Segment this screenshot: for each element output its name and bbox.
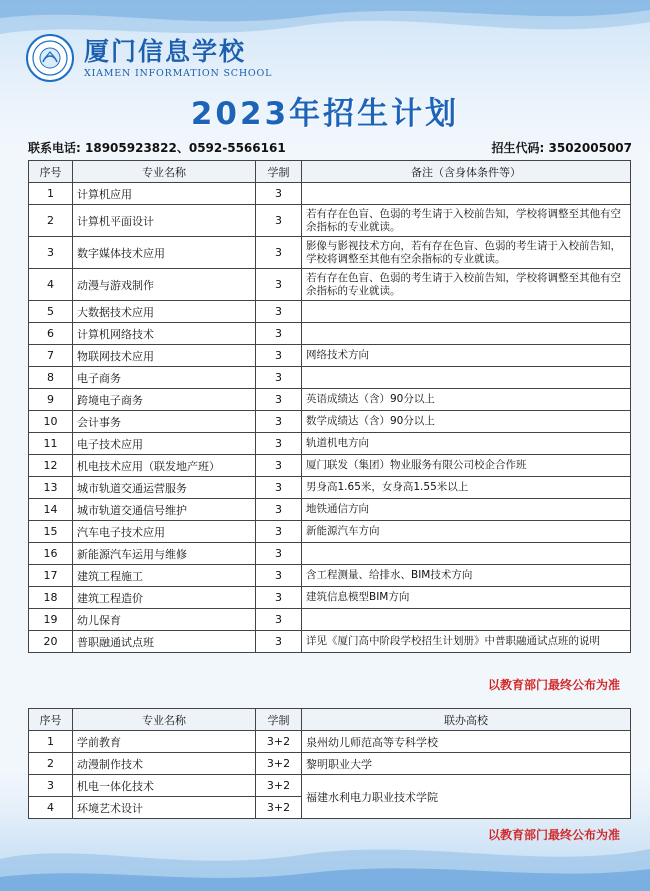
row-years: 3+2 <box>256 753 302 775</box>
row-years: 3 <box>256 367 302 389</box>
row-no: 1 <box>29 183 73 205</box>
row-note: 地铁通信方向 <box>302 499 631 521</box>
table-row <box>29 205 631 237</box>
table-row <box>29 775 631 797</box>
row-major: 数字媒体技术应用 <box>73 237 256 269</box>
row-note <box>302 301 631 323</box>
row-note <box>302 323 631 345</box>
row-no: 19 <box>29 609 73 631</box>
code-label: 招生代码: <box>491 141 545 155</box>
row-years: 3 <box>256 301 302 323</box>
row-no: 14 <box>29 499 73 521</box>
header-years: 学制 <box>256 709 302 731</box>
table-row <box>29 587 631 609</box>
row-note: 含工程测量、给排水、BIM技术方向 <box>302 565 631 587</box>
row-major: 动漫制作技术 <box>73 753 256 775</box>
row-no: 3 <box>29 237 73 269</box>
table-row <box>29 477 631 499</box>
phone-info <box>28 139 286 157</box>
row-note: 英语成绩达（含）90分以上 <box>302 389 631 411</box>
row-years: 3 <box>256 543 302 565</box>
table-row <box>29 731 631 753</box>
row-major: 计算机平面设计 <box>73 205 256 237</box>
header-years: 学制 <box>256 161 302 183</box>
row-major: 新能源汽车运用与维修 <box>73 543 256 565</box>
page-title: 2023年招生计划 <box>190 96 460 132</box>
table-row <box>29 609 631 631</box>
table-row <box>29 367 631 389</box>
row-major: 会计事务 <box>73 411 256 433</box>
row-years: 3+2 <box>256 731 302 753</box>
row-no: 4 <box>29 269 73 301</box>
row-major: 建筑工程造价 <box>73 587 256 609</box>
row-note: 厦门联发（集团）物业服务有限公司校企合作班 <box>302 455 631 477</box>
row-note: 若有存在色盲、色弱的考生请于入校前告知，学校将调整至其他有空余指标的专业就读。 <box>302 269 631 301</box>
row-years: 3+2 <box>256 775 302 797</box>
row-years: 3 <box>256 183 302 205</box>
header-no: 序号 <box>29 709 73 731</box>
row-major: 机电技术应用（联发地产班） <box>73 455 256 477</box>
row-note <box>302 609 631 631</box>
table-row <box>29 433 631 455</box>
row-no: 17 <box>29 565 73 587</box>
table-row <box>29 521 631 543</box>
row-years: 3 <box>256 477 302 499</box>
school-emblem-icon <box>30 38 70 78</box>
school-name-en: XIAMEN INFORMATION SCHOOL <box>84 67 273 79</box>
phone-value: 18905923822、0592-5566161 <box>85 141 286 155</box>
row-years: 3 <box>256 237 302 269</box>
row-no: 8 <box>29 367 73 389</box>
row-no: 5 <box>29 301 73 323</box>
row-years: 3 <box>256 269 302 301</box>
row-no: 7 <box>29 345 73 367</box>
row-years: 3 <box>256 345 302 367</box>
enrollment-plan-table <box>28 160 631 653</box>
table-row <box>29 237 631 269</box>
phone-label: 联系电话: <box>28 141 81 155</box>
table-row <box>29 345 631 367</box>
row-years: 3 <box>256 411 302 433</box>
row-major: 环境艺术设计 <box>73 797 256 819</box>
row-college: 福建水利电力职业技术学院 <box>302 775 631 819</box>
code-info <box>492 139 633 157</box>
row-note: 新能源汽车方向 <box>302 521 631 543</box>
row-note <box>302 543 631 565</box>
row-major: 普职融通试点班 <box>73 631 256 653</box>
table-row <box>29 543 631 565</box>
row-note: 详见《厦门高中阶段学校招生计划册》中普职融通试点班的说明 <box>302 631 631 653</box>
header-college: 联办高校 <box>302 709 631 731</box>
row-no: 2 <box>29 205 73 237</box>
row-note: 轨道机电方向 <box>302 433 631 455</box>
row-note: 影像与影视技术方向，若有存在色盲、色弱的考生请于入校前告知，学校将调整至其他有空余指标的专业就读。 <box>302 237 631 269</box>
row-no: 1 <box>29 731 73 753</box>
row-college: 黎明职业大学 <box>302 753 631 775</box>
row-years: 3 <box>256 631 302 653</box>
row-years: 3 <box>256 455 302 477</box>
row-college: 泉州幼儿师范高等专科学校 <box>302 731 631 753</box>
row-major: 动漫与游戏制作 <box>73 269 256 301</box>
table-header-row <box>29 161 631 183</box>
row-no: 10 <box>29 411 73 433</box>
table-row <box>29 753 631 775</box>
joint-program-table <box>28 708 631 819</box>
table-row <box>29 499 631 521</box>
table-row <box>29 389 631 411</box>
row-no: 4 <box>29 797 73 819</box>
header-no: 序号 <box>29 161 73 183</box>
row-major: 跨境电子商务 <box>73 389 256 411</box>
school-header <box>26 32 272 84</box>
row-years: 3 <box>256 587 302 609</box>
row-major: 大数据技术应用 <box>73 301 256 323</box>
row-no: 9 <box>29 389 73 411</box>
row-no: 6 <box>29 323 73 345</box>
table-row <box>29 455 631 477</box>
row-no: 15 <box>29 521 73 543</box>
row-years: 3+2 <box>256 797 302 819</box>
row-years: 3 <box>256 433 302 455</box>
table-header-row <box>29 709 631 731</box>
row-note: 若有存在色盲、色弱的考生请于入校前告知，学校将调整至其他有空余指标的专业就读。 <box>302 205 631 237</box>
row-no: 11 <box>29 433 73 455</box>
row-note: 数学成绩达（含）90分以上 <box>302 411 631 433</box>
row-major: 城市轨道交通信号维护 <box>73 499 256 521</box>
header-major: 专业名称 <box>73 709 256 731</box>
row-major: 幼儿保育 <box>73 609 256 631</box>
contact-row <box>28 139 632 157</box>
row-major: 计算机应用 <box>73 183 256 205</box>
footnote-official: 以教育部门最终公布为准 <box>487 678 620 692</box>
table-row <box>29 631 631 653</box>
row-years: 3 <box>256 389 302 411</box>
table-row <box>29 269 631 301</box>
row-years: 3 <box>256 499 302 521</box>
row-major: 计算机网络技术 <box>73 323 256 345</box>
row-major: 机电一体化技术 <box>73 775 256 797</box>
table-row <box>29 183 631 205</box>
footnote-official-2: 以教育部门最终公布为准 <box>487 828 620 842</box>
row-major: 物联网技术应用 <box>73 345 256 367</box>
row-major: 学前教育 <box>73 731 256 753</box>
row-no: 2 <box>29 753 73 775</box>
table-row <box>29 565 631 587</box>
row-major: 电子商务 <box>73 367 256 389</box>
school-name-cn: 厦门信息学校 <box>84 36 247 66</box>
header-note: 备注（含身体条件等） <box>302 161 631 183</box>
table-row <box>29 323 631 345</box>
row-major: 城市轨道交通运营服务 <box>73 477 256 499</box>
row-years: 3 <box>256 565 302 587</box>
row-major: 建筑工程施工 <box>73 565 256 587</box>
row-no: 3 <box>29 775 73 797</box>
row-years: 3 <box>256 609 302 631</box>
code-value: 3502005007 <box>548 141 632 155</box>
row-major: 汽车电子技术应用 <box>73 521 256 543</box>
table-row <box>29 301 631 323</box>
row-no: 18 <box>29 587 73 609</box>
row-no: 13 <box>29 477 73 499</box>
row-years: 3 <box>256 323 302 345</box>
row-no: 20 <box>29 631 73 653</box>
row-no: 12 <box>29 455 73 477</box>
school-logo <box>26 34 74 82</box>
row-note <box>302 183 631 205</box>
row-major: 电子技术应用 <box>73 433 256 455</box>
row-years: 3 <box>256 205 302 237</box>
row-no: 16 <box>29 543 73 565</box>
row-note: 建筑信息模型BIM方向 <box>302 587 631 609</box>
row-note <box>302 367 631 389</box>
header-major: 专业名称 <box>73 161 256 183</box>
row-note: 男身高1.65米，女身高1.55米以上 <box>302 477 631 499</box>
table-row <box>29 411 631 433</box>
row-years: 3 <box>256 521 302 543</box>
row-note: 网络技术方向 <box>302 345 631 367</box>
